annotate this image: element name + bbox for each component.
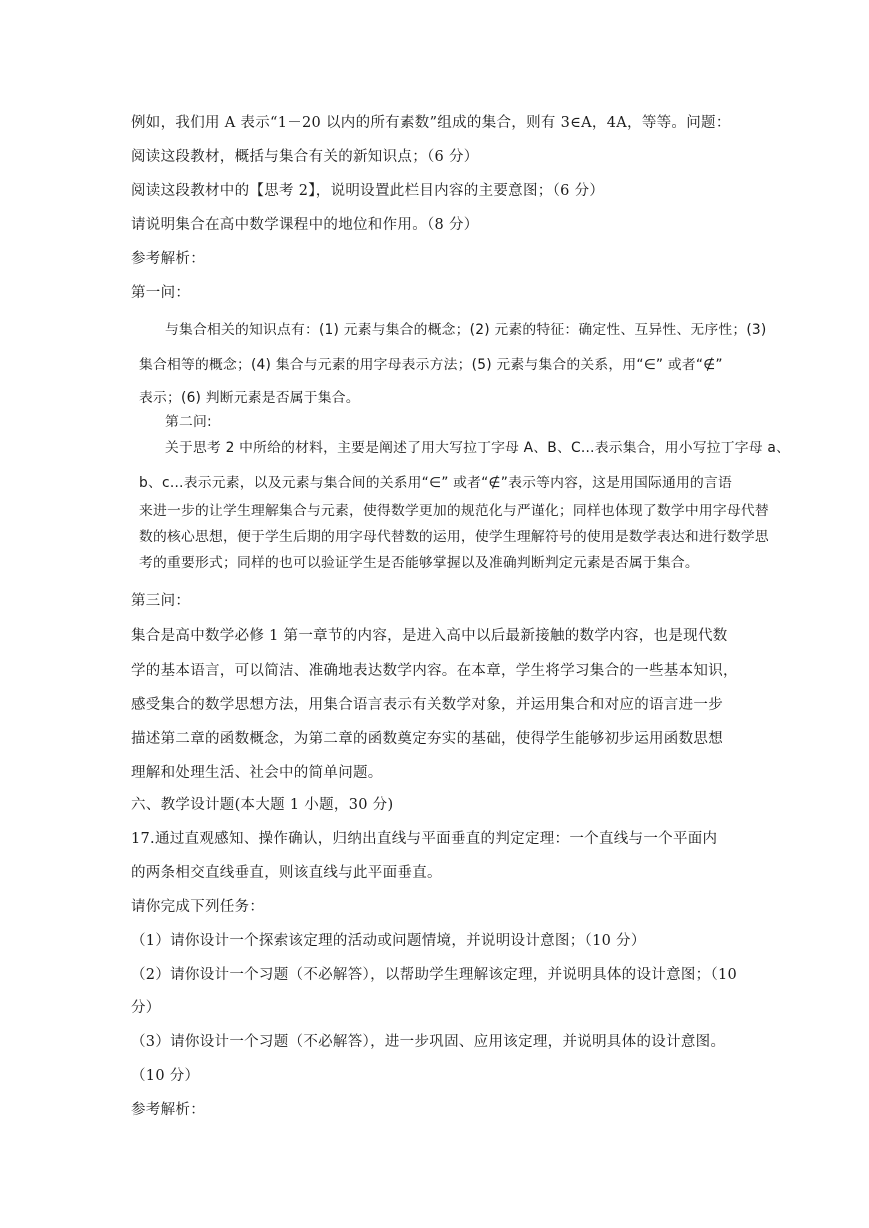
third-question-heading: 第三问： xyxy=(131,593,191,609)
first-answer-line: 与集合相关的知识点有：(1) 元素与集合的概念；(2) 元素的特征：确定性、互异性、无序性；(3) xyxy=(165,322,767,338)
task-3-line: （3）请你设计一个习题（不必解答），进一步巩固、应用该定理，并说明具体的设计意图。 xyxy=(131,1034,726,1050)
section-6-heading: 六、教学设计题(本大题 1 小题，30 分) xyxy=(131,797,394,813)
tasks-intro: 请你完成下列任务： xyxy=(131,899,265,915)
second-answer-line: 考的重要形式；同样的也可以验证学生是否能够掌握以及准确判断判定元素是否属于集合。 xyxy=(139,555,699,571)
example-line: 例如，我们用 A 表示“1－20 以内的所有素数”组成的集合，则有 3∈A，4A，等等。问题： xyxy=(131,115,731,131)
task-2-line: 分） xyxy=(131,1000,161,1016)
first-answer-line: 集合相等的概念；(4) 集合与元素的用字母表示方法；(5) 元素与集合的关系，用“∈” 或者“∉” xyxy=(139,357,723,373)
task-1: （1）请你设计一个探索该定理的活动或问题情境，并说明设计意图；（10 分） xyxy=(131,933,646,949)
task-2-line: （2）请你设计一个习题（不必解答），以帮助学生理解该定理，并说明具体的设计意图；（10 xyxy=(131,967,738,983)
third-answer-line: 描述第二章的函数概念，为第二章的函数奠定夯实的基础，使得学生能够初步运用函数思想 xyxy=(131,731,723,747)
third-answer-line: 感受集合的数学思想方法，用集合语言表示有关数学对象，并运用集合和对应的语言进一步 xyxy=(131,697,723,713)
first-question-heading: 第一问： xyxy=(131,285,191,301)
third-answer-line: 理解和处理生活、社会中的简单问题。 xyxy=(131,765,383,781)
second-answer-line: 数的核心思想，便于学生后期的用字母代替数的运用，使学生理解符号的使用是数学表达和进行数学思 xyxy=(139,529,769,545)
question-3: 请说明集合在高中数学课程中的地位和作用。（8 分） xyxy=(131,217,479,233)
answer-heading: 参考解析： xyxy=(131,251,205,267)
second-question-heading: 第二问: xyxy=(165,414,212,430)
answer-heading-2: 参考解析： xyxy=(131,1102,205,1118)
second-answer-line: b、c…表示元素，以及元素与集合间的关系用“∈” 或者“∉”表示等内容，这是用国际通用的言语 xyxy=(139,475,733,491)
second-answer-line: 来进一步的让学生理解集合与元素，使得数学更加的规范化与严谨化；同样也体现了数学中用字母代替 xyxy=(139,503,769,519)
second-answer-line: 关于思考 2 中所给的材料，主要是阐述了用大写拉丁字母 A、B、C…表示集合，用小写拉丁字母 a、 xyxy=(165,440,790,456)
third-answer-line: 集合是高中数学必修 1 第一章节的内容，是进入高中以后最新接触的数学内容，也是现代数 xyxy=(131,628,728,644)
first-answer-line: 表示；(6) 判断元素是否属于集合。 xyxy=(139,390,360,406)
third-answer-line: 学的基本语言，可以简洁、准确地表达数学内容。在本章，学生将学习集合的一些基本知识， xyxy=(131,663,738,679)
question-1: 阅读这段教材，概括与集合有关的新知识点；（6 分） xyxy=(131,149,479,165)
question-17-line: 的两条相交直线垂直，则该直线与此平面垂直。 xyxy=(131,865,442,881)
task-3-line: （10 分） xyxy=(131,1068,200,1084)
question-2: 阅读这段教材中的【思考 2】，说明设置此栏目内容的主要意图；（6 分） xyxy=(131,183,605,199)
question-17-line: 17.通过直观感知、操作确认，归纳出直线与平面垂直的判定定理：一个直线与一个平面内 xyxy=(131,831,718,847)
